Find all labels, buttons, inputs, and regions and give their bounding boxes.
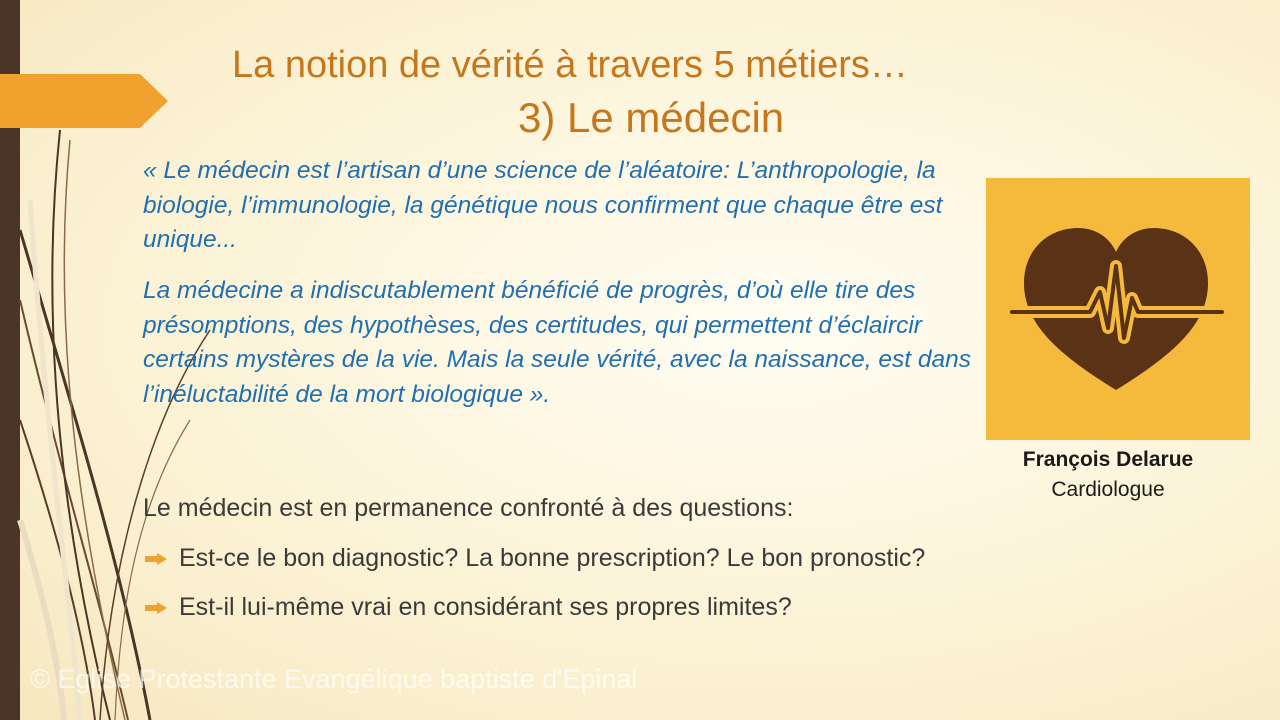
- person-name: François Delarue: [1022, 448, 1194, 471]
- copyright-watermark: © Eglise Protestante Evangélique baptiste d'Epinal: [30, 664, 638, 694]
- heartbeat-icon: [986, 178, 1250, 440]
- person-role: Cardiologue: [1051, 478, 1165, 501]
- list-item-text: Est-ce le bon diagnostic? La bonne prescription? Le bon pronostic?: [179, 544, 926, 572]
- list-item: [143, 591, 943, 624]
- orange-arrow-banner: [0, 74, 168, 128]
- heart-icon-panel: [986, 178, 1250, 440]
- intro-text: Le médecin est en permanence confronté à des questions:: [143, 494, 794, 522]
- list-item-text: Est-il lui-même vrai en considérant ses propres limites?: [179, 593, 792, 621]
- question-list: [143, 542, 943, 640]
- quote-paragraph-1: « Le médecin est l’artisan d’une science de l’aléatoire: L’anthropologie, la biologie, l’immunologie, la génétique nous confirment que chaque être est unique...: [143, 157, 943, 253]
- slide-title: La notion de vérité à travers 5 métiers…: [232, 44, 908, 86]
- slide-subtitle: 3) Le médecin: [518, 94, 785, 141]
- arrow-right-icon: [145, 553, 167, 565]
- arrow-right-icon: [145, 602, 167, 614]
- list-item: [143, 542, 943, 575]
- quote-paragraph-2: La médecine a indiscutablement bénéficié de progrès, d’où elle tire des présomptions, des hypothèses, des certitudes, qui permettent d’éclaircir certains mystères de la vie. Mais la seule vérité, avec la naissance, est dans l’inéluctabilité de la mort biologique ».: [143, 277, 971, 408]
